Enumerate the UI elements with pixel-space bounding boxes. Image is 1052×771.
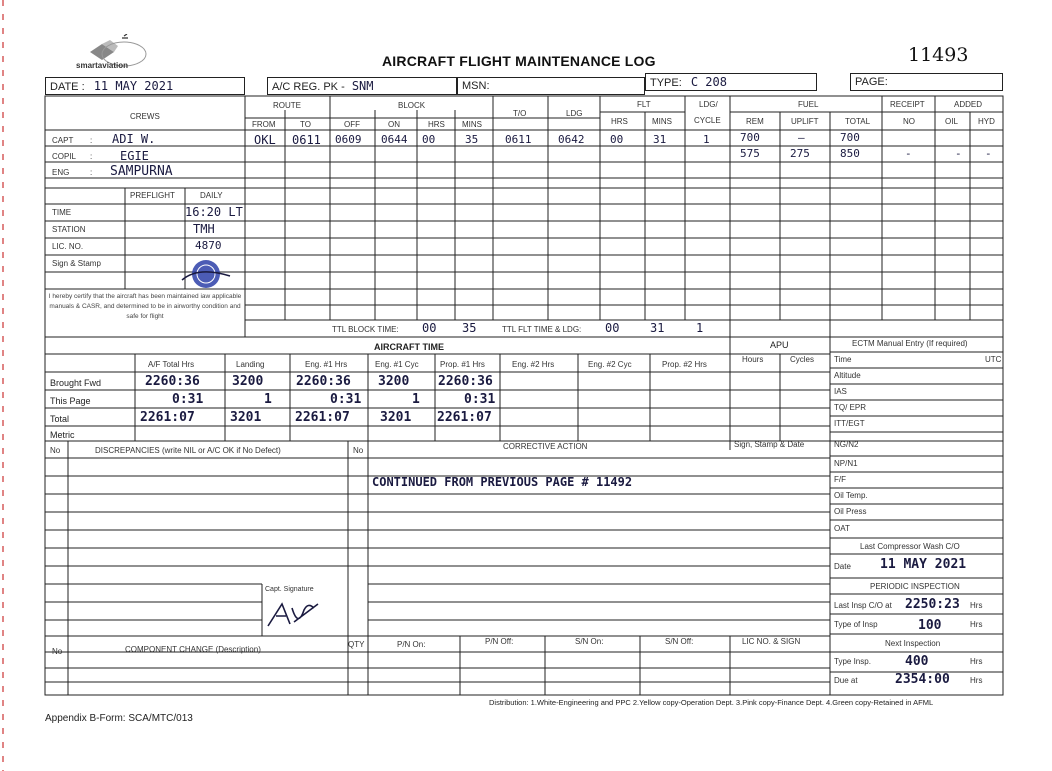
flt-hrs: 00	[610, 133, 624, 146]
col-mins: MINS	[462, 120, 482, 129]
eng-value: SAMPURNA	[110, 164, 173, 179]
landing-time: 0642	[558, 133, 585, 146]
time-value: 16:20 LT	[185, 205, 243, 219]
tp-eng1-cyc: 1	[412, 392, 420, 407]
last-insp-label: Last Insp C/O at	[834, 601, 892, 610]
at-col-eng1-hrs: Eng. #1 Hrs	[305, 360, 348, 369]
date-label: DATE :	[50, 81, 85, 93]
due-at-value: 2354:00	[895, 672, 950, 687]
tot-landing: 3201	[230, 410, 262, 425]
bf-eng1-hrs: 2260:36	[296, 374, 351, 389]
fuel-rem-1: 700	[740, 131, 760, 144]
fuel-total-1: 700	[840, 131, 860, 144]
comp-sn-on-label: S/N On:	[575, 637, 604, 646]
ectm-time: Time	[834, 355, 852, 364]
brand-name: smartaviation	[76, 61, 129, 70]
due-at-hrs: Hrs	[970, 676, 983, 685]
tp-landing: 1	[264, 392, 272, 407]
fuel-uplift-1: —	[798, 131, 805, 144]
comp-desc-label: COMPONENT CHANGE (Description)	[125, 645, 261, 654]
type-label: TYPE:	[650, 77, 682, 89]
col-receipt-no: NO	[903, 117, 915, 126]
ttl-block-label: TTL BLOCK TIME:	[332, 325, 399, 334]
daily-label: DAILY	[200, 191, 223, 200]
at-row-this-page: This Page	[50, 396, 91, 406]
ectm-np-n1: NP/N1	[834, 459, 858, 468]
col-ldg-cycle-1: LDG/	[699, 100, 718, 109]
capt-value: ADI W.	[112, 132, 156, 146]
type-value: C 208	[690, 75, 727, 89]
at-col-eng2-cyc: Eng. #2 Cyc	[588, 360, 632, 369]
next-type-label: Type Insp.	[834, 657, 871, 666]
station-label: STATION	[52, 225, 86, 234]
tp-prop1-hrs: 0:31	[464, 392, 496, 407]
block-mins: 35	[465, 133, 479, 146]
tot-af-total: 2261:07	[140, 410, 195, 425]
type-insp-value: 100	[918, 618, 942, 633]
tot-eng1-hrs: 2261:07	[295, 410, 350, 425]
ttl-flt-mins: 31	[650, 321, 665, 335]
continued-note: CONTINUED FROM PREVIOUS PAGE # 11492	[372, 475, 633, 489]
col-added: ADDED	[954, 100, 983, 109]
sign-stamp-date-label: Sign, Stamp & Date	[734, 440, 805, 449]
preflight-label: PREFLIGHT	[130, 191, 175, 200]
form-title: AIRCRAFT FLIGHT MAINTENANCE LOG	[382, 53, 656, 69]
page-label: PAGE:	[855, 76, 888, 88]
block-hrs: 00	[422, 133, 436, 146]
col-to-time: T/O	[513, 109, 527, 118]
reg-label: A/C REG. PK -	[272, 81, 345, 93]
col-oil: OIL	[945, 117, 958, 126]
added-hyd-2: -	[985, 147, 992, 160]
stamp-icon	[178, 256, 234, 292]
tot-prop1-hrs: 2261:07	[437, 410, 492, 425]
next-type-hrs: Hrs	[970, 657, 983, 666]
certification-text: I hereby certify that the aircraft has been maintained iaw applicable manuals & CASR, and determined to be in airworthy condition and safe for flight	[48, 293, 242, 320]
ectm-title: ECTM Manual Entry (If required)	[852, 339, 968, 348]
col-hrs: HRS	[428, 120, 445, 129]
col-total: TOTAL	[845, 117, 871, 126]
copil-label: COPIL	[52, 152, 77, 161]
copil-value: EGIE	[120, 149, 149, 163]
time-label: TIME	[52, 208, 72, 217]
type-insp-hrs: Hrs	[970, 620, 983, 629]
added-oil-2: -	[955, 147, 962, 160]
ectm-altitude: Altitude	[834, 371, 861, 380]
col-rem: REM	[746, 117, 764, 126]
at-row-total: Total	[50, 414, 70, 424]
col-ldg: LDG	[566, 109, 583, 118]
apu-hours: Hours	[742, 355, 764, 364]
comp-lic-label: LIC NO. & SIGN	[742, 637, 801, 646]
log-number: 11493	[908, 44, 969, 66]
col-route: ROUTE	[273, 101, 301, 110]
next-type-value: 400	[905, 654, 929, 669]
lic-value: 4870	[195, 239, 222, 252]
ttl-flt-label: TTL FLT TIME & LDG:	[502, 325, 582, 334]
at-col-af-total: A/F Total Hrs	[148, 360, 195, 369]
reg-value: SNM	[351, 79, 374, 93]
compressor-date-label: Date	[834, 562, 851, 571]
route-to: 0611	[292, 133, 321, 147]
ttl-flt-ldg: 1	[696, 321, 704, 335]
at-row-metric: Metric	[50, 430, 75, 440]
comp-pn-on-label: P/N On:	[397, 640, 426, 649]
ectm-itt-egt: ITT/EGT	[834, 419, 865, 428]
ttl-flt-hrs: 00	[605, 321, 620, 335]
col-receipt: RECEIPT	[890, 100, 925, 109]
ttl-block-mins: 35	[462, 321, 477, 335]
comp-qty-label: QTY	[348, 640, 365, 649]
due-at-label: Due at	[834, 676, 858, 685]
bf-prop1-hrs: 2260:36	[438, 374, 493, 389]
at-col-eng2-hrs: Eng. #2 Hrs	[512, 360, 555, 369]
last-insp-value: 2250:23	[905, 597, 960, 612]
ectm-oil-press: Oil Press	[834, 507, 867, 516]
tp-af-total: 0:31	[172, 392, 204, 407]
compressor-date-value: 11 MAY 2021	[880, 557, 967, 572]
col-block: BLOCK	[398, 101, 426, 110]
lic-label: LIC. NO.	[52, 242, 84, 251]
apu-title: APU	[770, 340, 789, 350]
comp-pn-off-label: P/N Off:	[485, 637, 514, 646]
col-to: TO	[300, 120, 311, 129]
comp-sn-off-label: S/N Off:	[665, 637, 694, 646]
disc-no-label: No	[50, 446, 61, 455]
col-from: FROM	[252, 120, 276, 129]
tot-eng1-cyc: 3201	[380, 410, 412, 425]
at-col-prop1-hrs: Prop. #1 Hrs	[440, 360, 485, 369]
aircraft-time-title: AIRCRAFT TIME	[374, 342, 444, 352]
eng-label: ENG	[52, 168, 70, 177]
ldg-cycle: 1	[703, 133, 710, 146]
col-flt-mins: MINS	[652, 117, 672, 126]
sign-stamp-label: Sign & Stamp	[52, 259, 101, 268]
block-off: 0609	[335, 133, 362, 146]
ectm-oil-temp: Oil Temp.	[834, 491, 868, 500]
periodic-title: PERIODIC INSPECTION	[870, 582, 960, 591]
compressor-title: Last Compressor Wash C/O	[860, 542, 960, 551]
last-insp-hrs: Hrs	[970, 601, 983, 610]
bf-eng1-cyc: 3200	[378, 374, 410, 389]
ectm-ias: IAS	[834, 387, 847, 396]
capt-signature-label: Capt. Signature	[265, 586, 314, 593]
fuel-rem-2: 575	[740, 147, 760, 160]
bf-landing: 3200	[232, 374, 264, 389]
ectm-ff: F/F	[834, 475, 846, 484]
col-on: ON	[388, 120, 400, 129]
ectm-utc: UTC	[985, 355, 1002, 364]
takeoff-time: 0611	[505, 133, 532, 146]
ectm-oat: OAT	[834, 524, 850, 533]
tp-eng1-hrs: 0:31	[330, 392, 362, 407]
corrective-action-label: CORRECTIVE ACTION	[503, 442, 588, 451]
route-from: OKL	[254, 133, 276, 147]
ectm-tq-epr: TQ/ EPR	[834, 403, 867, 412]
comp-no-label: No	[52, 647, 63, 656]
appendix-form-id: Appendix B-Form: SCA/MTC/013	[45, 713, 193, 724]
col-ldg-cycle-2: CYCLE	[694, 116, 721, 125]
capt-label: CAPT	[52, 136, 74, 145]
capt-signature-image	[264, 598, 324, 632]
fuel-uplift-2: 275	[790, 147, 810, 160]
ttl-block-hrs: 00	[422, 321, 437, 335]
flt-mins: 31	[653, 133, 667, 146]
station-value: TMH	[193, 222, 215, 236]
block-on: 0644	[381, 133, 408, 146]
col-flt: FLT	[637, 100, 651, 109]
fuel-total-2: 850	[840, 147, 860, 160]
apu-cycles: Cycles	[790, 355, 815, 364]
discrepancy-label: DISCREPANCIES (write NIL or A/C OK if No Defect)	[95, 446, 281, 455]
msn-label: MSN:	[462, 80, 490, 92]
col-flt-hrs: HRS	[611, 117, 628, 126]
col-off: OFF	[344, 120, 360, 129]
col-crews: CREWS	[130, 112, 160, 121]
at-row-brought-fwd: Brought Fwd	[50, 378, 102, 388]
bf-af-total: 2260:36	[145, 374, 200, 389]
ectm-ng-n2: NG/N2	[834, 440, 859, 449]
corr-no-label: No	[353, 446, 364, 455]
distribution-note: Distribution: 1.White-Engineering and PPC 2.Yellow copy-Operation Dept. 3.Pink copy-Finance Dept. 4.Green copy-Retained in AFML	[489, 698, 934, 707]
receipt-no-2: -	[905, 147, 912, 160]
at-col-eng1-cyc: Eng. #1 Cyc	[375, 360, 419, 369]
type-insp-label: Type of Insp	[834, 620, 878, 629]
col-hyd: HYD	[978, 117, 995, 126]
at-col-landing: Landing	[236, 360, 265, 369]
col-fuel: FUEL	[798, 100, 819, 109]
date-value: 11 MAY 2021	[93, 79, 174, 93]
next-insp-title: Next Inspection	[885, 639, 941, 648]
at-col-prop2-hrs: Prop. #2 Hrs	[662, 360, 707, 369]
col-uplift: UPLIFT	[791, 117, 819, 126]
